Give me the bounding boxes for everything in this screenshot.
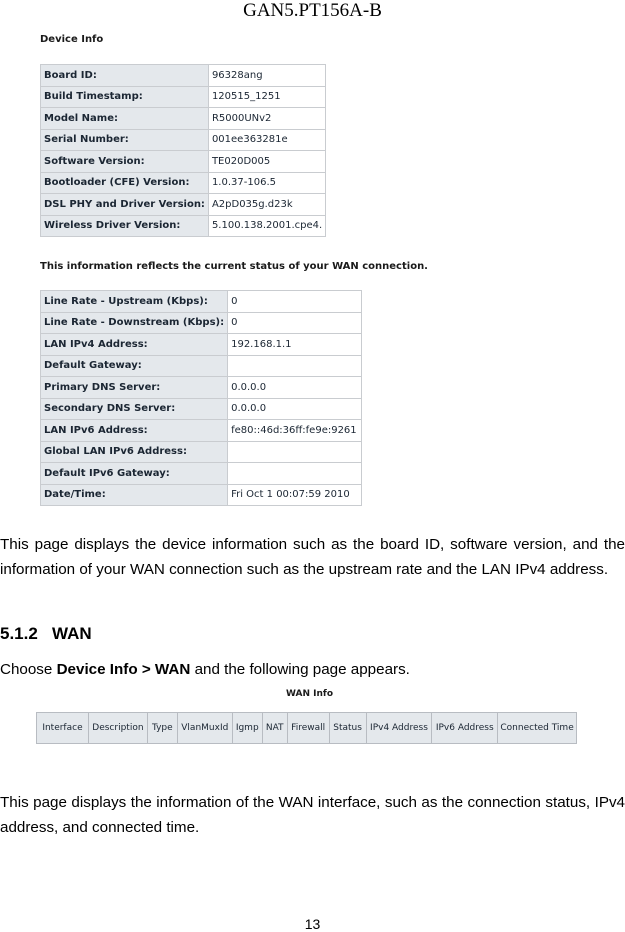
info-row <box>41 151 326 173</box>
info-row <box>41 65 326 87</box>
info-label: LAN IPv4 Address: <box>41 334 228 356</box>
info-value: R5000UNv2 <box>208 108 325 130</box>
paragraph-device-info-description: This page displays the device information such as the board ID, software version, and the information of your WAN connection such as the upstream rate and the LAN IPv4 address. <box>0 536 625 578</box>
info-label: Primary DNS Server: <box>41 377 228 399</box>
wan-column-header: Type <box>147 713 177 744</box>
info-label: LAN IPv6 Address: <box>41 420 228 442</box>
page-header: GAN5.PT156A-B <box>243 0 382 21</box>
info-label: Default Gateway: <box>41 355 228 377</box>
wan-column-header: Description <box>88 713 147 744</box>
page-number: 13 <box>304 916 321 932</box>
info-label: Software Version: <box>41 151 209 173</box>
info-label: Secondary DNS Server: <box>41 398 228 420</box>
info-row <box>41 463 362 485</box>
info-value: fe80::46d:36ff:fe9e:9261 <box>228 420 362 442</box>
connection-info-table <box>40 290 362 506</box>
info-value: 0.0.0.0 <box>228 398 362 420</box>
info-row <box>41 398 362 420</box>
info-label: Date/Time: <box>41 484 228 506</box>
info-label: Model Name: <box>41 108 209 130</box>
info-row <box>41 420 362 442</box>
info-row <box>41 441 362 463</box>
wan-info-title: WAN Info <box>286 689 334 699</box>
info-row <box>41 215 326 237</box>
info-row <box>41 355 362 377</box>
info-row <box>41 291 362 313</box>
info-label: Serial Number: <box>41 129 209 151</box>
wan-column-header: IPv4 Address <box>366 713 432 744</box>
info-row <box>41 194 326 216</box>
info-value: 96328ang <box>208 65 325 87</box>
wan-column-header: IPv6 Address <box>432 713 498 744</box>
info-value: 192.168.1.1 <box>228 334 362 356</box>
info-row <box>41 108 326 130</box>
info-label: Board ID: <box>41 65 209 87</box>
section-number: 5.1.2 <box>0 624 38 643</box>
info-row <box>41 484 362 506</box>
section-heading <box>0 624 92 644</box>
choose-instruction <box>0 657 625 682</box>
info-label: Build Timestamp: <box>41 86 209 108</box>
device-info-title: Device Info <box>40 34 104 45</box>
wan-status-note: This information reflects the current status of your WAN connection. <box>40 261 428 272</box>
info-label: Bootloader (CFE) Version: <box>41 172 209 194</box>
wan-info-header-row <box>37 713 577 744</box>
info-label: Wireless Driver Version: <box>41 215 209 237</box>
info-row <box>41 86 326 108</box>
info-value: TE020D005 <box>208 151 325 173</box>
info-value: 5.100.138.2001.cpe4. <box>208 215 325 237</box>
info-label: Default IPv6 Gateway: <box>41 463 228 485</box>
info-label: Line Rate - Upstream (Kbps): <box>41 291 228 313</box>
menu-path: Device Info > WAN <box>56 661 191 678</box>
info-value <box>228 463 362 485</box>
info-value: 1.0.37-106.5 <box>208 172 325 194</box>
info-value: 001ee363281e <box>208 129 325 151</box>
wan-column-header: Interface <box>37 713 89 744</box>
info-row <box>41 334 362 356</box>
info-label: DSL PHY and Driver Version: <box>41 194 209 216</box>
info-label: Global LAN IPv6 Address: <box>41 441 228 463</box>
info-value: 0 <box>228 312 362 334</box>
info-value: 0 <box>228 291 362 313</box>
device-info-table <box>40 64 326 237</box>
info-value <box>228 441 362 463</box>
section-title: WAN <box>52 624 92 643</box>
info-row <box>41 377 362 399</box>
wan-column-header: NAT <box>262 713 287 744</box>
info-value: 120515_1251 <box>208 86 325 108</box>
wan-column-header: Firewall <box>287 713 329 744</box>
wan-info-table <box>36 712 577 744</box>
info-row <box>41 312 362 334</box>
paragraph-wan-description: This page displays the information of the WAN interface, such as the connection status, IPv4 address, and connected time. <box>0 794 625 836</box>
info-value: Fri Oct 1 00:07:59 2010 <box>228 484 362 506</box>
info-label: Line Rate - Downstream (Kbps): <box>41 312 228 334</box>
info-value: 0.0.0.0 <box>228 377 362 399</box>
info-row <box>41 172 326 194</box>
choose-prefix: Choose <box>0 661 57 678</box>
wan-column-header: Connected Time <box>498 713 577 744</box>
info-value: A2pD035g.d23k <box>208 194 325 216</box>
choose-suffix: and the following page appears. <box>190 661 410 678</box>
wan-column-header: Igmp <box>232 713 262 744</box>
info-value <box>228 355 362 377</box>
wan-column-header: VlanMuxId <box>177 713 232 744</box>
wan-column-header: Status <box>329 713 366 744</box>
info-row <box>41 129 326 151</box>
